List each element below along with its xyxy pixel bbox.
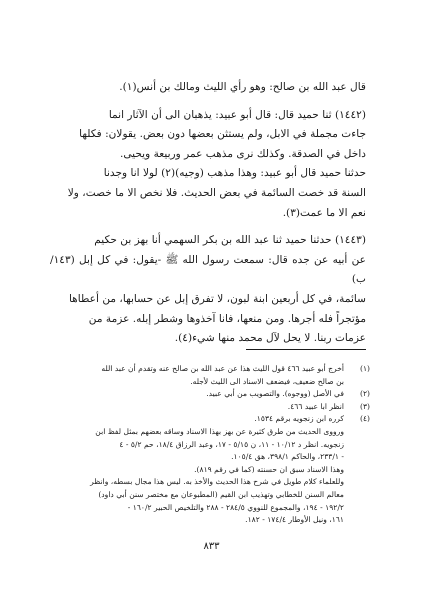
footnote-number: (١) [359,364,370,373]
footnote-text: وللعلماء كلام طويل في شرح هذا الحديث والأخذ به. ليس هذا مجال بسطه، وانظر [90,477,344,487]
footnote-text: ورووى الحديث من طرق كثيرة عن بهز بهذا الاسناد وساقه بعضهم بمثل لفظ ابن [95,426,344,436]
footnote-text: ١٩٢/٢ - ١٩٤، والمجموع للنووي ٢٨٤/٥ - ٢٨٨ والتلخيص الحبير ١٦٠/٢ - [127,502,344,512]
paragraph-line: (١٤٤٣) حدثنا حميد ثنا عبد الله بن بكر السهمي أنا بهز بن حكيم [94,234,366,247]
footnotes [48,363,370,527]
footnote-3 [48,401,370,414]
footnote-text: وهذا الاسناد سبق ان حسنته (كما في رقم ٨١٩). [194,464,344,474]
paragraph-line: حدثنا حميد قال أبو عبيد: وهذا مذهب (وجيه)(٢) لولا انا وجدنا [103,167,366,180]
paragraph-line: داخل في الصدقة. وكذلك نرى مذهب عمر وربيعة ويحيى. [119,147,366,160]
footnote-text: كرره ابن زنجويه برقم ١٥٣٤. [254,414,344,424]
footnote-2 [48,388,370,401]
footnote-4 [48,413,370,426]
paragraph-abu-ubaid [50,164,366,223]
paragraph-line: نعم الا ما عمت(٣). [282,206,366,219]
paragraph-1: قال عبد الله بن صالح: وهو رأي الليث ومالك بن أنس(١). [119,81,366,93]
paragraph-line: (١٤٤٢) ثنا حميد قال: قال أبو عبيد: يذهبان الى أن الآثار انما [108,108,366,121]
page-number: ٨٣٣ [203,541,220,552]
footnote-text: بن صالح ضعيف، فيضعف الاسناد الى الليث لأجله. [190,376,344,386]
main-text [50,78,366,349]
paragraph-line: عزمات ربنا. لا يحل لآل محمد منها شيء(٤). [174,332,366,345]
footnote-separator [246,349,366,350]
footnote-number: (٤) [359,414,370,424]
paragraph-1443 [50,231,366,349]
footnote-text: زنجويه. انظر د ١٠/١٢ - ١١، ن ٥/١٥ - ١٧، وعبد الرزاق ١٨/٤، حم ٥/٢ - ٤ [119,439,344,449]
footnote-text: ١٦١، ونيل الأوطار ١٧٤/٤ - ١٨٢. [245,515,344,525]
paragraph-1442 [50,106,366,165]
paragraph-line: عن أبيه عن جده قال: سمعت رسول الله ﷺ -يقول: في كل إبل (١٤٣/ب) [50,253,366,286]
footnote-text: - ٢٣٣/١، والحاكم ٣٩٨/١، هق ١٠٥/٤. [231,452,344,462]
footnote-number: (٢) [359,389,370,399]
paragraph-line: جاءت مجملة في الابل، ولم يستثن بعضها دون بعض. يقولان: فكلها [79,128,366,141]
footnote-text: معالم السنن للخطابي وتهذيب ابن القيم (المطبوعان مع مختصر سنن أبي داود) [98,489,344,499]
footnote-number: (٣) [359,401,370,411]
footnote-text: انظر ابا عبيد ٤٦٦. [287,401,344,411]
paragraph-line: السنة قد خصت السائمة في بعض الحديث. فلا نخص الا ما خصت، ولا [67,186,366,199]
footnote-1 [48,363,370,376]
paragraph-line: سائمة، في كل أربعين ابنة لبون، لا تفرق إبل عن حسابها، من أعطاها [68,292,366,305]
paragraph-line: مؤتجراً فله أجرها. ومن منعها، فانا آخذوها وشطر إبله. عزمة من [88,312,366,325]
footnote-text: في الأصل (ووجوه). والتصويب من أبي عبيد. [206,389,344,399]
footnote-text: أخرج أبو عبيد ٤٦٦ قول الليث هذا عن عبد الله بن صالح عنه وتقدم أن عبد الله [101,364,344,373]
